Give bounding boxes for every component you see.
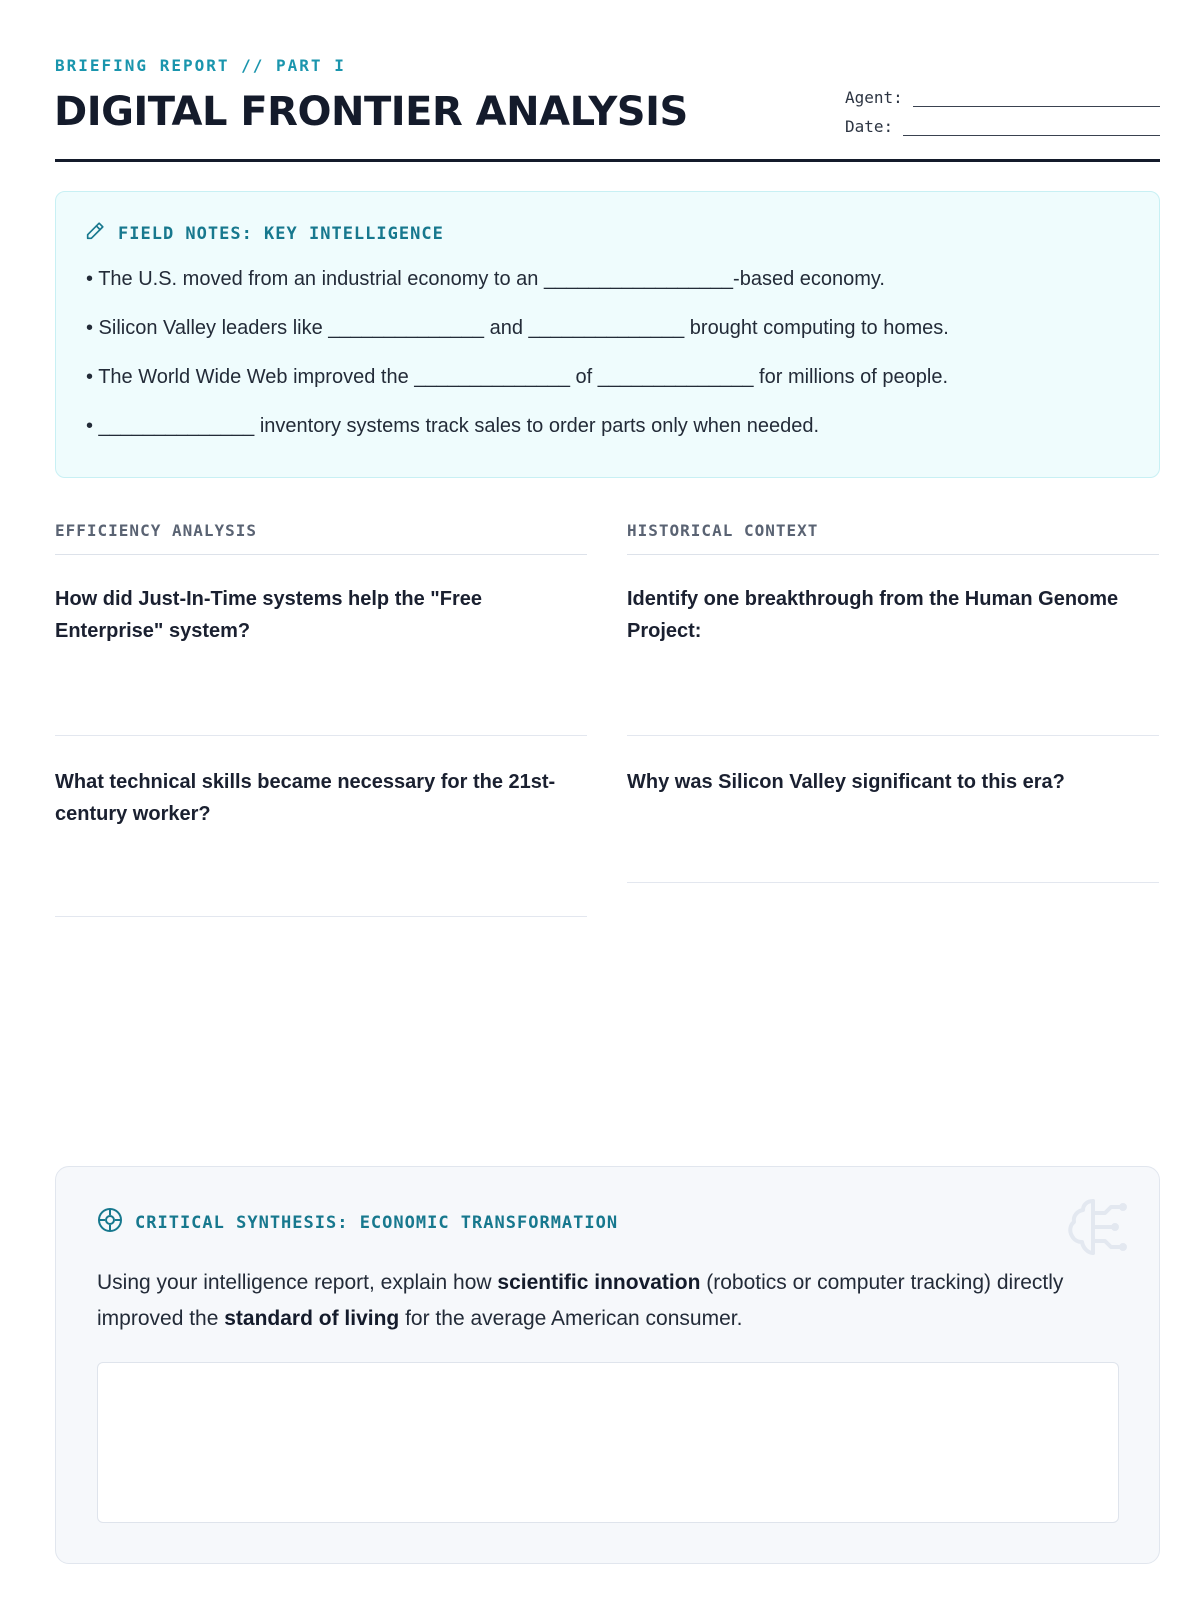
efficiency-heading: EFFICIENCY ANALYSIS [55,520,587,555]
synthesis-heading: CRITICAL SYNTHESIS: ECONOMIC TRANSFORMATION [135,1212,619,1233]
field-notes-header [84,220,444,247]
efficiency-analysis-section [55,520,587,917]
field-notes-heading: FIELD NOTES: KEY INTELLIGENCE [118,223,444,244]
synthesis-prompt [97,1265,1127,1337]
prompt-emphasis: scientific innovation [497,1271,701,1294]
agent-line[interactable] [913,93,1160,107]
list-item[interactable]: • The U.S. moved from an industrial economy to an _________________-based economy. [86,268,885,290]
page-title: DIGITAL FRONTIER ANALYSIS [54,89,688,135]
list-item[interactable]: • The World Wide Web improved the ______________ of ______________ for millions of people. [86,366,949,388]
critical-synthesis-card [55,1166,1160,1564]
prompt-text: (robotics or computer tracking) directly improved the [97,1271,1064,1330]
synthesis-answer-box[interactable] [97,1362,1119,1523]
list-item[interactable]: • Silicon Valley leaders like ______________ and ______________ brought computing to homes. [86,317,949,339]
prompt-text: Using your intelligence report, explain how [97,1271,498,1294]
date-line[interactable] [903,122,1160,136]
historical-question-1[interactable]: Identify one breakthrough from the Human Genome Project: [627,555,1159,736]
historical-context-section [627,520,1159,883]
efficiency-question-2[interactable]: What technical skills became necessary for the 21st-century worker? [55,736,587,917]
crosshair-icon [97,1207,123,1238]
list-item[interactable]: • ______________ inventory systems track sales to order parts only when needed. [86,415,819,437]
agent-label: Agent: [845,88,903,107]
agent-field[interactable] [845,88,1160,107]
pencil-icon [84,220,106,247]
historical-question-2[interactable]: Why was Silicon Valley significant to this era? [627,736,1159,883]
efficiency-question-1[interactable]: How did Just-In-Time systems help the "Free Enterprise" system? [55,555,587,736]
date-field[interactable] [845,117,1160,136]
date-label: Date: [845,117,894,136]
historical-heading: HISTORICAL CONTEXT [627,520,1159,555]
brain-circuit-icon [1067,1195,1129,1264]
synthesis-header [97,1207,618,1238]
header-divider [55,159,1160,162]
field-notes-list [86,262,949,458]
prompt-text: for the average American consumer. [399,1307,743,1330]
prompt-emphasis: standard of living [224,1307,400,1330]
report-kicker: BRIEFING REPORT // PART I [55,56,346,75]
field-notes-card [55,191,1160,478]
